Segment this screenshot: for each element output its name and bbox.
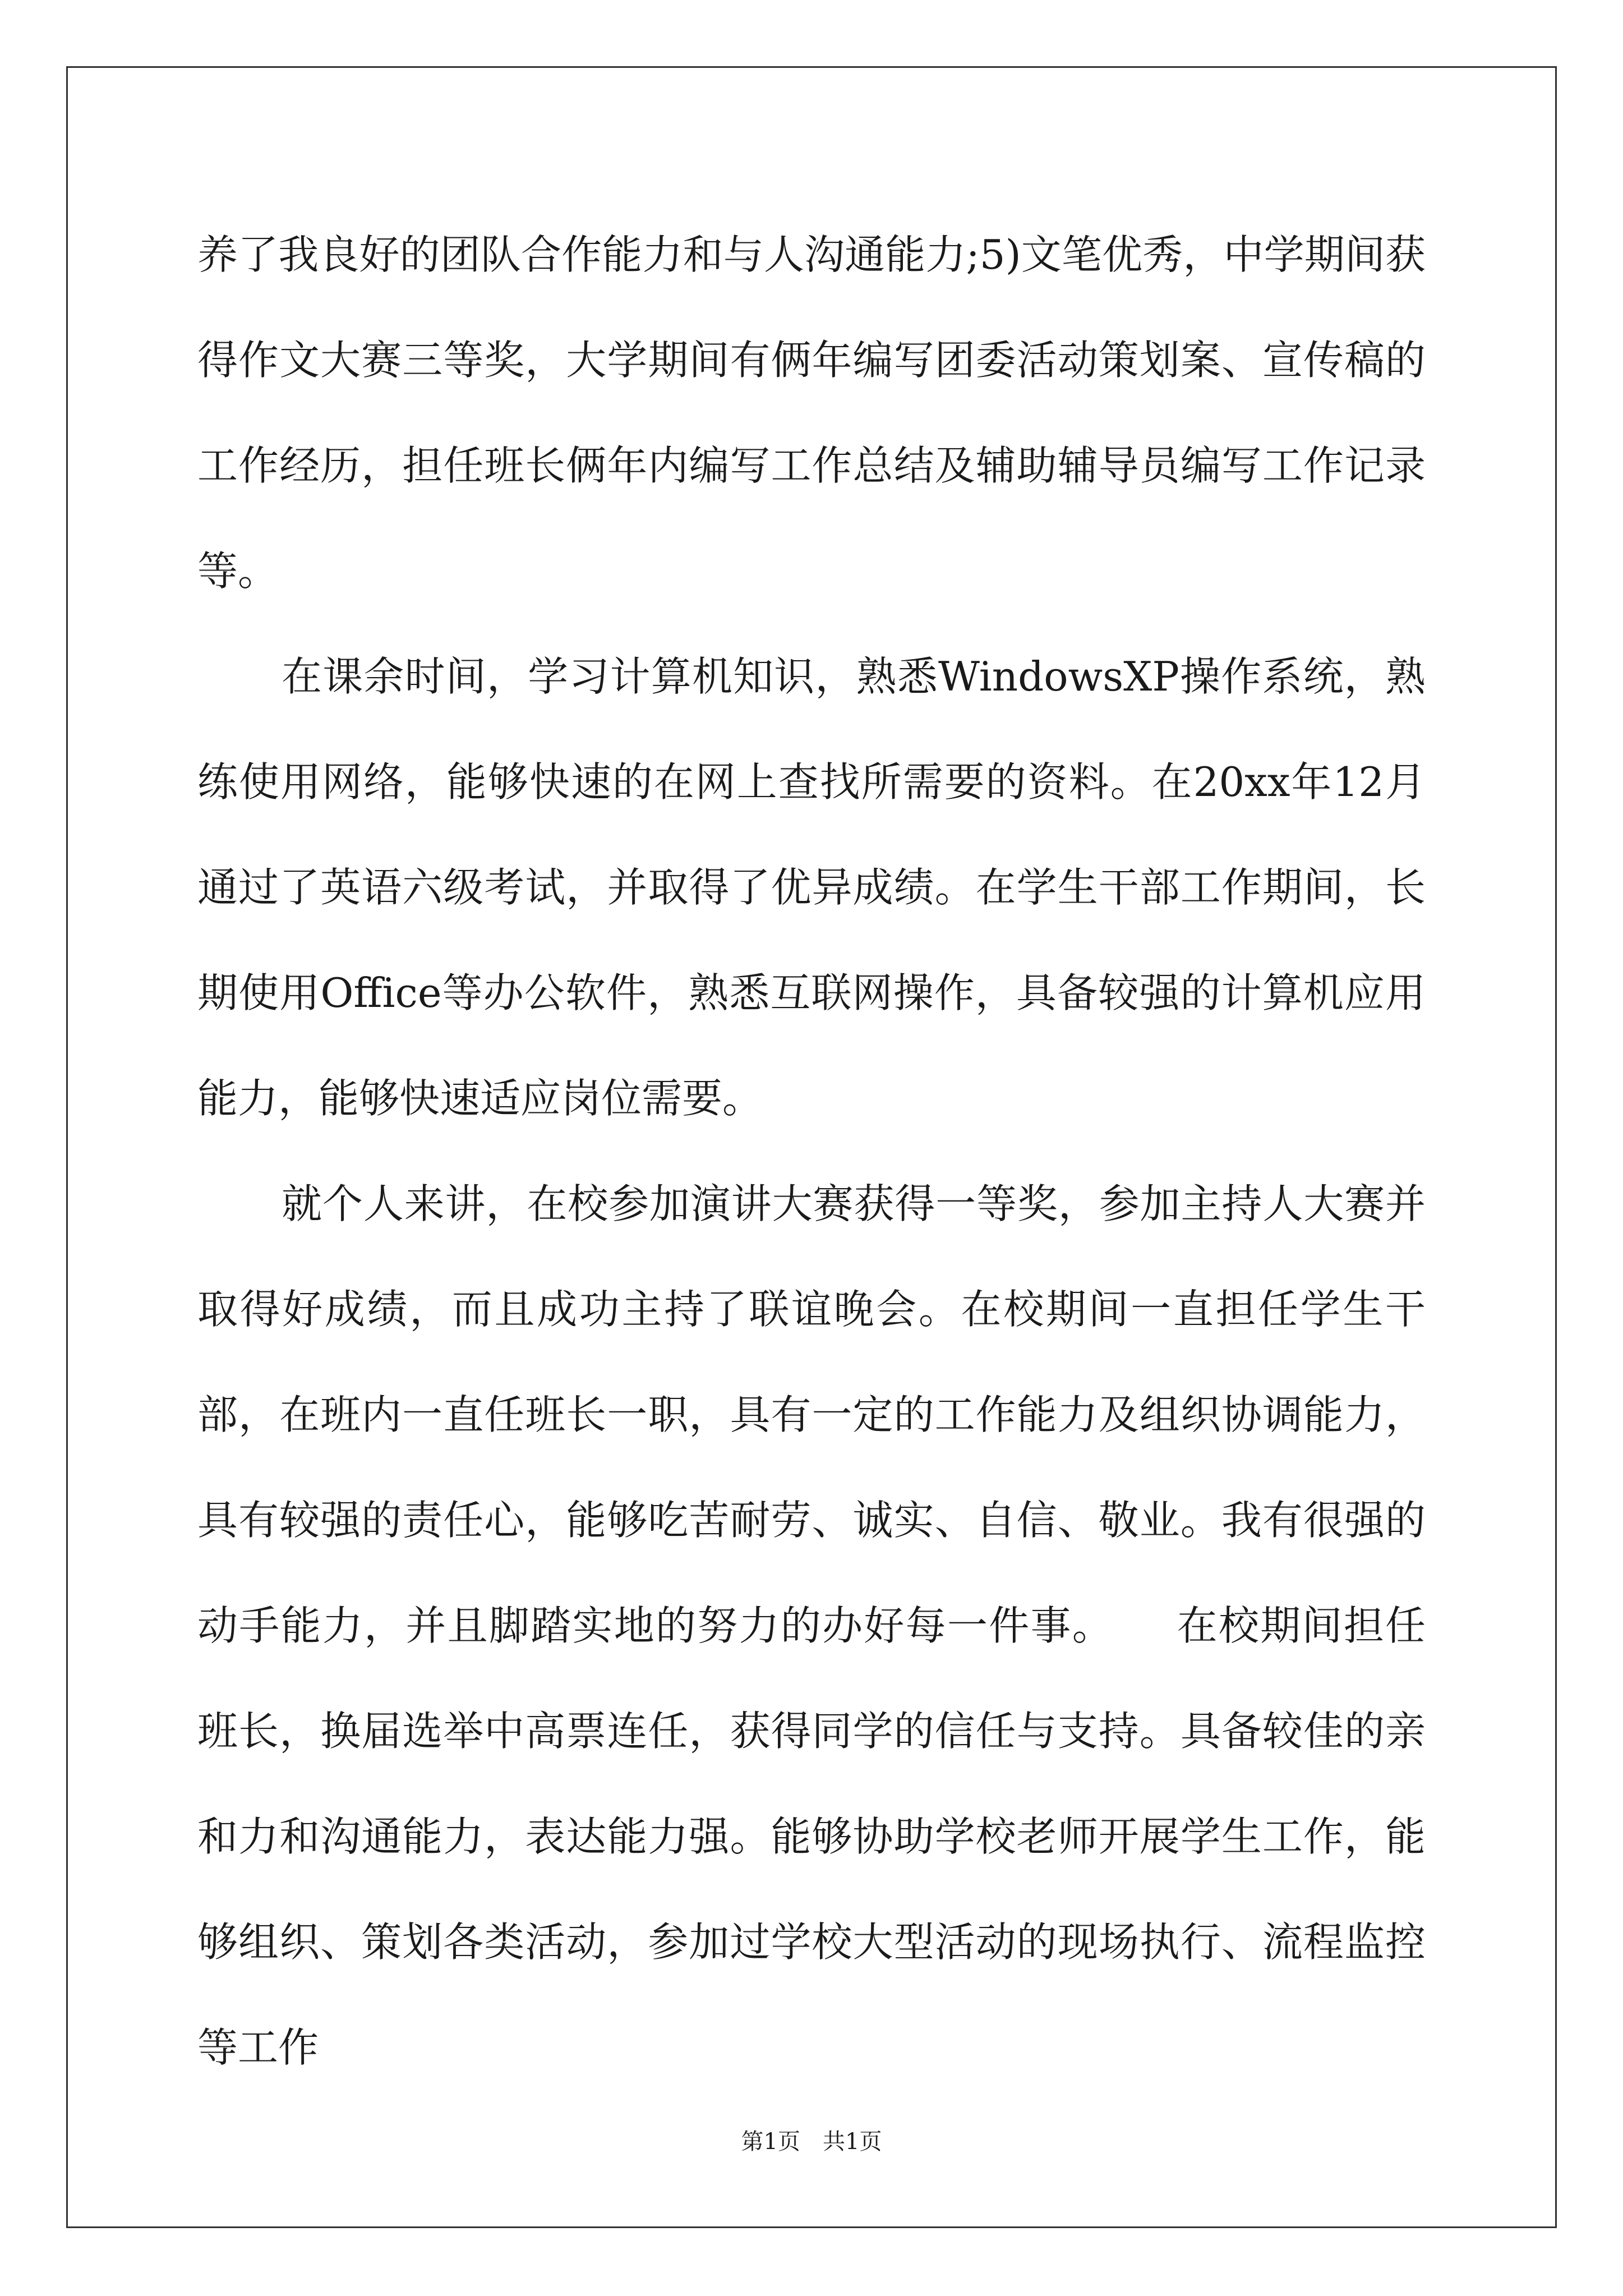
page-footer (0, 2124, 1623, 2156)
document-body (197, 202, 1426, 2100)
paragraph-1: 养了我良好的团队合作能力和与人沟通能力;5)文笔优秀，中学期间获得作文大赛三等奖，大学期间有俩年编写团委活动策划案、宣传稿的工作经历，担任班长俩年内编写工作总结及辅助辅导员编写工作记录等。 (197, 231, 1426, 595)
paragraph-2: 在课余时间，学习计算机知识，熟悉WindowsXP操作系统，熟练使用网络，能够快速的在网上查找所需要的资料。在20xx年12月通过了英语六级考试，并取得了优异成绩。在学生干部工作期间，长期使用Office等办公软件，熟悉互联网操作，具备较强的计算机应用能力，能够快速适应岗位需要。 (197, 653, 1426, 1122)
page-number-label: 第1页 共1页 (741, 2129, 882, 2155)
paragraph-3: 就个人来讲，在校参加演讲大赛获得一等奖，参加主持人大赛并取得好成绩，而且成功主持了联谊晚会。在校期间一直担任学生干部，在班内一直任班长一职，具有一定的工作能力及组织协调能力，具有较强的责任心，能够吃苦耐劳、诚实、自信、敬业。我有很强的动手能力，并且脚踏实地的努力的办好每一件事。 在校期间担任班长，换届选举中高票连任，获得同学的信任与支持。具备较佳的亲和力和沟通能力，表达能力强。能够协助学校老师开展学生工作，能够组织、策划各类活动，参加过学校大型活动的现场执行、流程监控等工作 (197, 1180, 1426, 2071)
